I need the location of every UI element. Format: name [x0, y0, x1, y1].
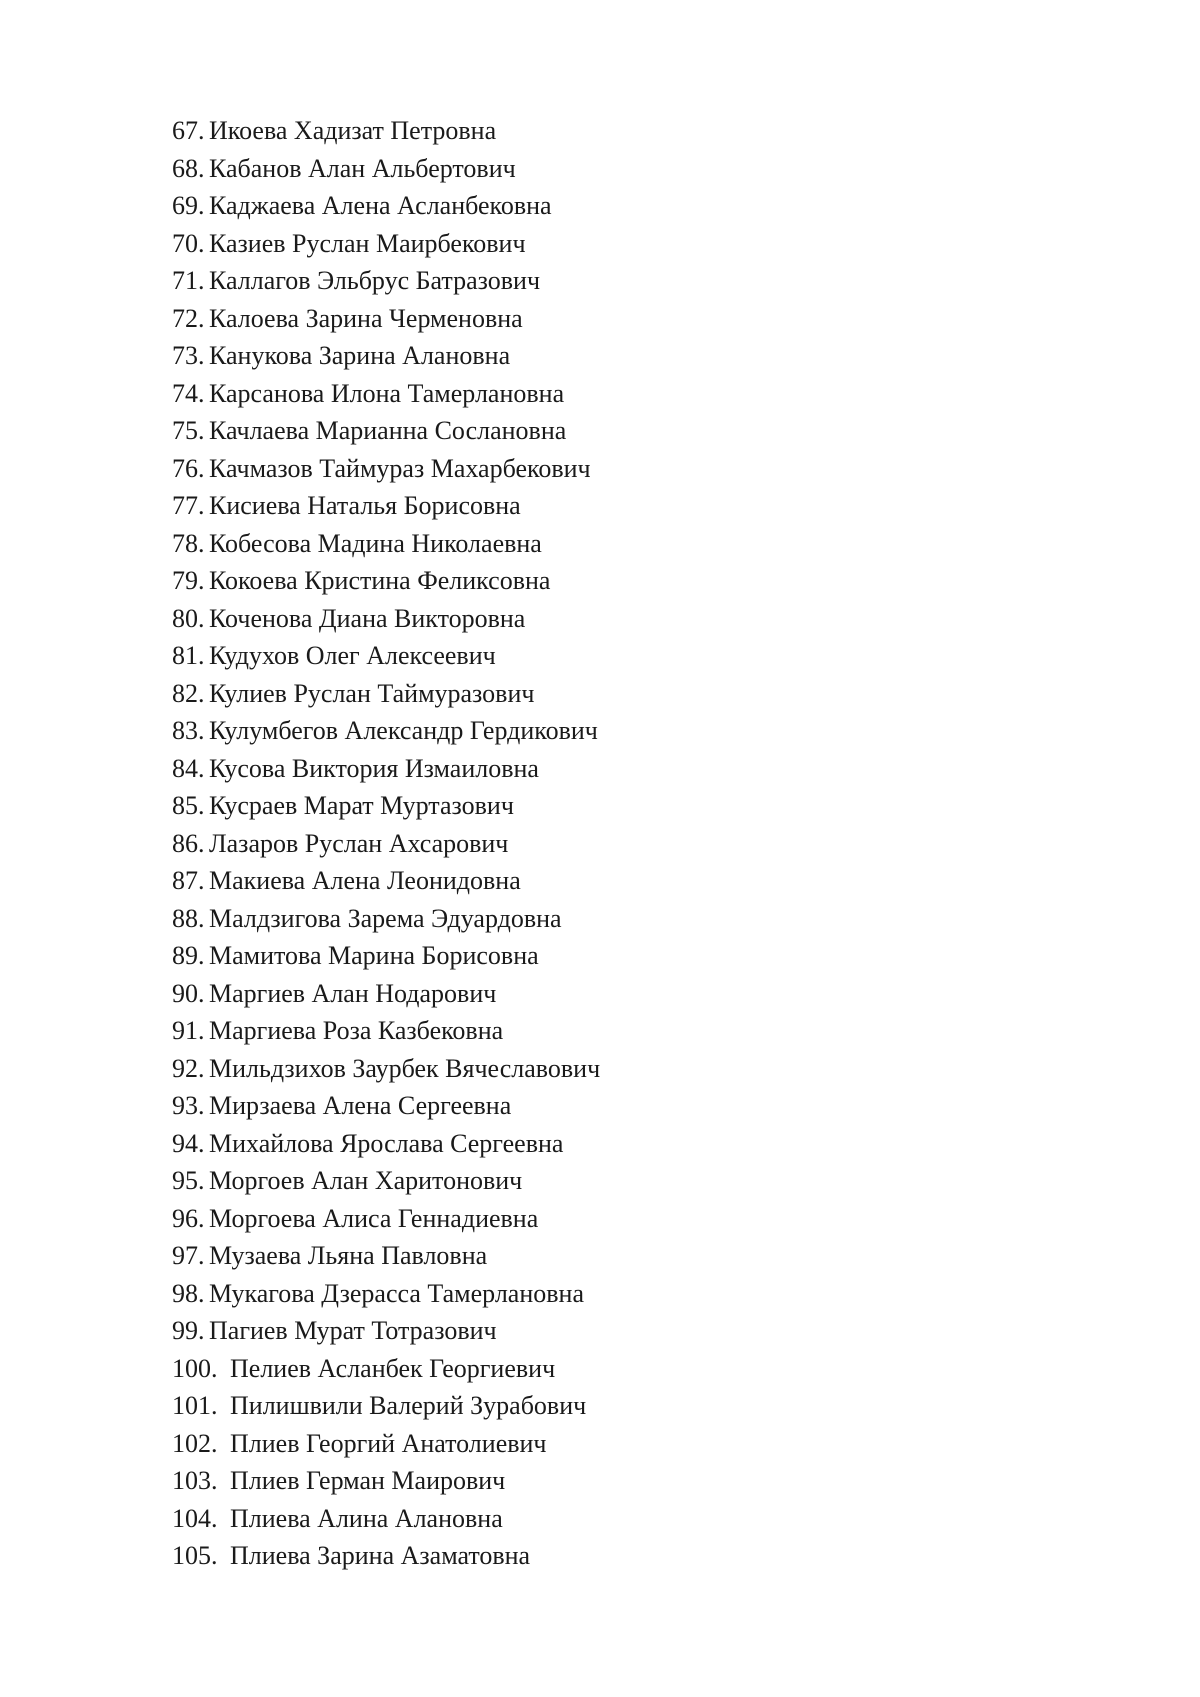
list-item — [172, 1087, 600, 1125]
item-name: Плиев Георгий Анатолиевич — [230, 1428, 547, 1458]
list-item — [172, 900, 600, 938]
item-name: Кусова Виктория Измаиловна — [209, 753, 539, 783]
item-number: 80. — [172, 603, 205, 633]
item-name: Лазаров Руслан Ахсарович — [209, 828, 509, 858]
list-item — [172, 525, 600, 563]
list-item — [172, 1275, 600, 1313]
item-name: Пилишвили Валерий Зурабович — [230, 1391, 587, 1420]
list-item — [172, 262, 600, 300]
item-number: 69. — [172, 191, 205, 220]
item-number: 91. — [172, 1016, 205, 1045]
list-item — [172, 1462, 600, 1500]
item-number: 78. — [172, 528, 205, 558]
list-item — [172, 375, 600, 413]
item-name: Малдзигова Зарема Эдуардовна — [209, 903, 562, 933]
list-item — [172, 412, 600, 450]
item-number: 72. — [172, 303, 205, 333]
item-name: Макиева Алена Леонидовна — [209, 866, 521, 895]
list-item — [172, 712, 600, 750]
list-item — [172, 787, 600, 825]
list-item — [172, 150, 600, 188]
item-number: 70. — [172, 228, 205, 258]
item-number: 71. — [172, 266, 205, 295]
list-item — [172, 112, 600, 150]
item-name: Михайлова Ярослава Сергеевна — [209, 1128, 564, 1158]
item-name: Пелиев Асланбек Георгиевич — [230, 1353, 556, 1383]
item-name: Качмазов Таймураз Махарбекович — [209, 453, 591, 483]
list-item — [172, 1162, 600, 1200]
item-number: 82. — [172, 678, 205, 708]
item-name: Маргиев Алан Нодарович — [209, 978, 497, 1008]
item-number: 90. — [172, 978, 205, 1008]
list-item — [172, 1387, 600, 1425]
list-item — [172, 975, 600, 1013]
list-item — [172, 487, 600, 525]
list-item — [172, 637, 600, 675]
list-item — [172, 1050, 600, 1088]
item-number: 68. — [172, 153, 205, 183]
item-name: Моргоева Алиса Геннадиевна — [209, 1203, 539, 1233]
item-number: 75. — [172, 416, 205, 445]
item-name: Мильдзихов Заурбек Вячеславович — [209, 1053, 601, 1083]
list-item — [172, 1500, 600, 1538]
item-name: Каллагов Эльбрус Батразович — [209, 266, 541, 295]
item-number: 100. — [172, 1353, 218, 1383]
item-number: 94. — [172, 1128, 205, 1158]
item-name: Плиева Зарина Азаматовна — [230, 1541, 531, 1570]
list-item — [172, 337, 600, 375]
item-name: Пагиев Мурат Тотразович — [209, 1316, 497, 1345]
item-number: 79. — [172, 566, 205, 595]
item-number: 89. — [172, 941, 205, 970]
item-number: 98. — [172, 1278, 205, 1308]
item-number: 86. — [172, 828, 205, 858]
item-number: 85. — [172, 791, 205, 820]
name-list — [172, 112, 600, 1575]
item-number: 96. — [172, 1203, 205, 1233]
list-item — [172, 300, 600, 338]
item-number: 81. — [172, 641, 205, 670]
item-name: Кобесова Мадина Николаевна — [209, 528, 542, 558]
item-number: 93. — [172, 1091, 205, 1120]
item-number: 67. — [172, 116, 205, 145]
item-name: Кисиева Наталья Борисовна — [209, 491, 521, 520]
list-item — [172, 1425, 600, 1463]
item-name: Кудухов Олег Алексеевич — [209, 641, 496, 670]
item-name: Карсанова Илона Тамерлановна — [209, 378, 565, 408]
item-name: Коченова Диана Викторовна — [209, 603, 526, 633]
item-name: Икоева Хадизат Петровна — [209, 116, 497, 145]
item-name: Плиева Алина Алановна — [230, 1503, 503, 1533]
item-number: 83. — [172, 716, 205, 745]
item-name: Кусраев Марат Муртазович — [209, 791, 514, 820]
item-number: 88. — [172, 903, 205, 933]
item-number: 92. — [172, 1053, 205, 1083]
list-item — [172, 675, 600, 713]
item-name: Мукагова Дзерасса Тамерлановна — [209, 1278, 584, 1308]
item-number: 84. — [172, 753, 205, 783]
item-number: 104. — [172, 1503, 218, 1533]
item-name: Мамитова Марина Борисовна — [209, 941, 539, 970]
item-number: 99. — [172, 1316, 205, 1345]
item-number: 87. — [172, 866, 205, 895]
list-item — [172, 1350, 600, 1388]
item-number: 105. — [172, 1541, 218, 1570]
item-name: Плиев Герман Маирович — [230, 1466, 506, 1495]
item-number: 73. — [172, 341, 205, 370]
item-name: Каджаева Алена Асланбековна — [209, 191, 552, 220]
list-item — [172, 450, 600, 488]
list-item — [172, 937, 600, 975]
item-number: 102. — [172, 1428, 218, 1458]
item-name: Канукова Зарина Алановна — [209, 341, 511, 370]
item-name: Кабанов Алан Альбертович — [209, 153, 516, 183]
item-name: Музаева Льяна Павловна — [209, 1241, 488, 1270]
item-name: Моргоев Алан Харитонович — [209, 1166, 523, 1195]
list-item — [172, 1537, 600, 1575]
list-item — [172, 562, 600, 600]
item-name: Маргиева Роза Казбековна — [209, 1016, 504, 1045]
item-number: 103. — [172, 1466, 218, 1495]
list-item — [172, 1312, 600, 1350]
item-number: 101. — [172, 1391, 218, 1420]
item-name: Кулиев Руслан Таймуразович — [209, 678, 535, 708]
item-name: Качлаева Марианна Сослановна — [209, 416, 567, 445]
item-name: Калоева Зарина Черменовна — [209, 303, 523, 333]
list-item — [172, 600, 600, 638]
list-item — [172, 1237, 600, 1275]
item-name: Казиев Руслан Маирбекович — [209, 228, 526, 258]
item-name: Кокоева Кристина Феликсовна — [209, 566, 551, 595]
list-item — [172, 187, 600, 225]
item-name: Мирзаева Алена Сергеевна — [209, 1091, 512, 1120]
item-number: 95. — [172, 1166, 205, 1195]
item-number: 74. — [172, 378, 205, 408]
item-number: 97. — [172, 1241, 205, 1270]
list-item — [172, 1125, 600, 1163]
list-item — [172, 225, 600, 263]
list-item — [172, 825, 600, 863]
list-item — [172, 1012, 600, 1050]
item-name: Кулумбегов Александр Гердикович — [209, 716, 598, 745]
list-item — [172, 750, 600, 788]
item-number: 77. — [172, 491, 205, 520]
list-item — [172, 1200, 600, 1238]
list-item — [172, 862, 600, 900]
item-number: 76. — [172, 453, 205, 483]
